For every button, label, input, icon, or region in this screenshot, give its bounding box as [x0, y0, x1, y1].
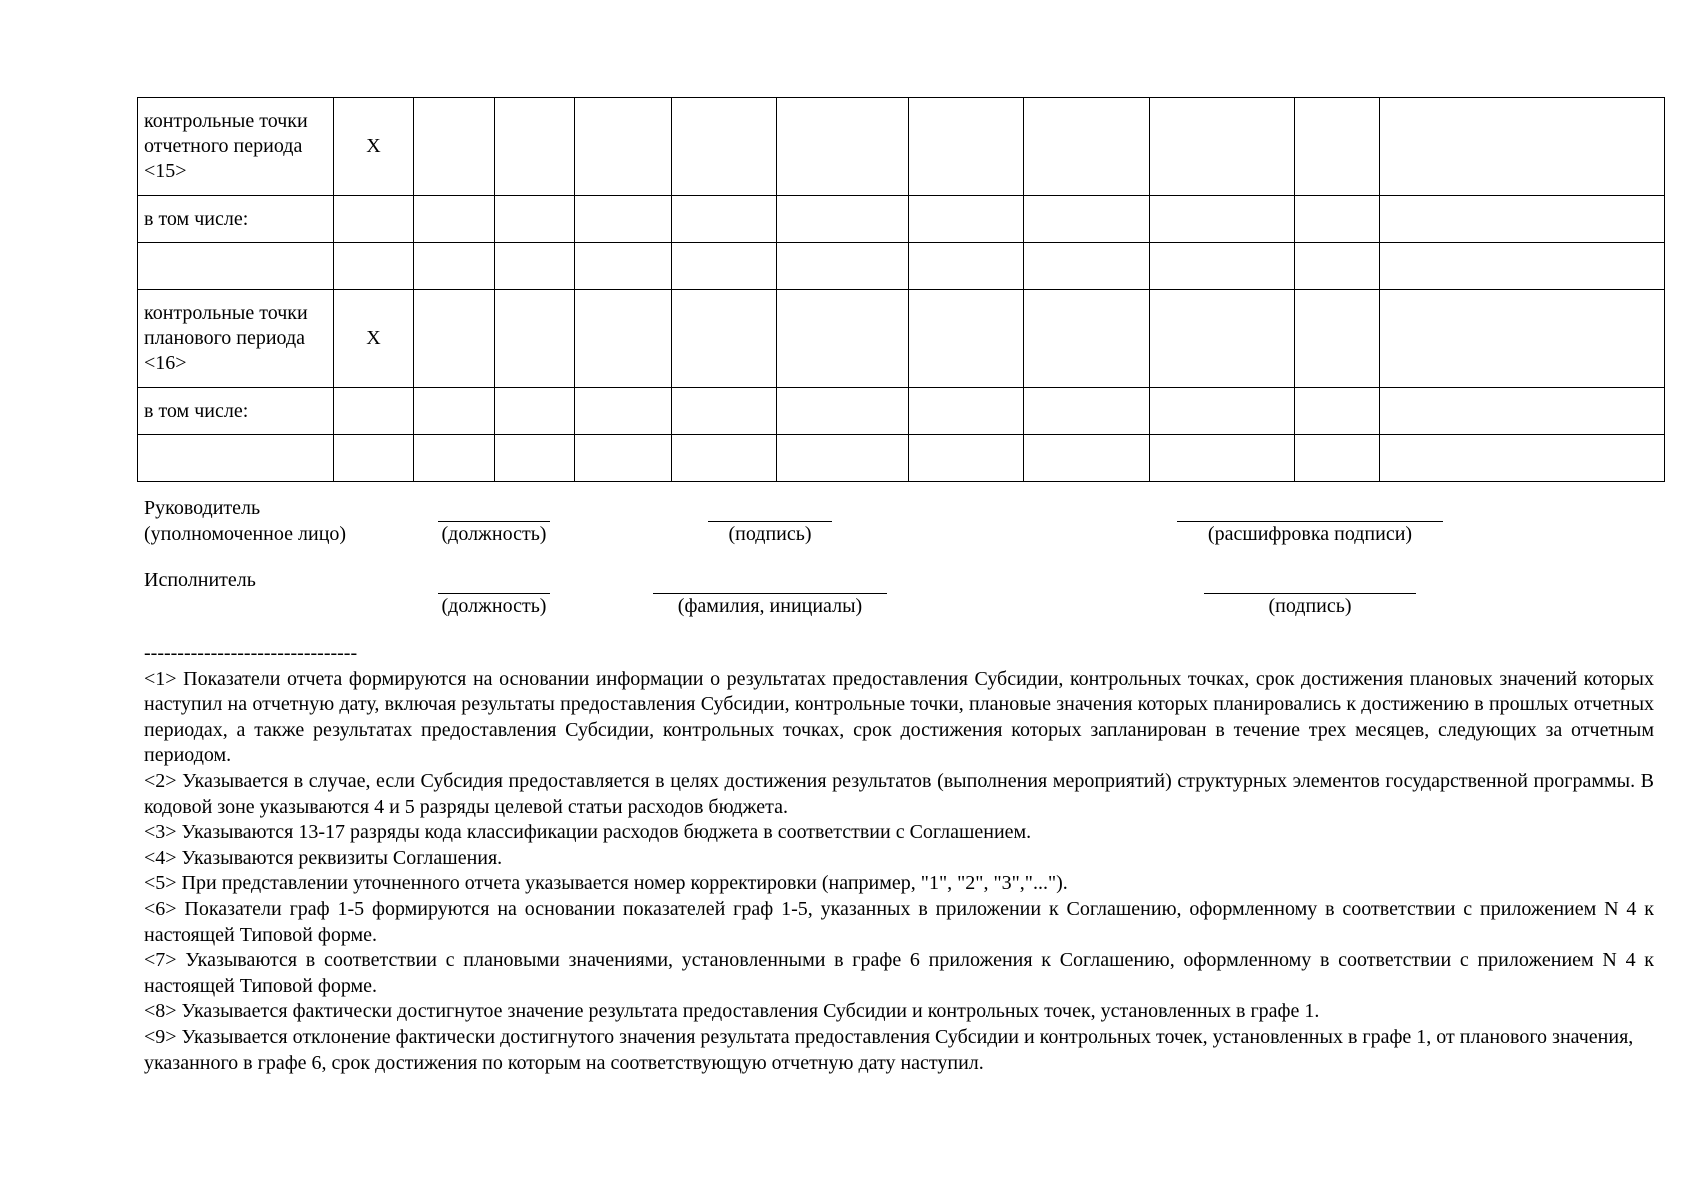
empty-cell: [575, 388, 672, 435]
empty-cell: [777, 435, 909, 482]
row-label: [138, 243, 334, 290]
empty-cell: [672, 388, 777, 435]
empty-cell: [575, 243, 672, 290]
empty-cell: [1024, 388, 1150, 435]
row-label: контрольные точки отчетного периода <15>: [138, 98, 334, 196]
empty-cell: [909, 388, 1024, 435]
head-signature-caption: (подпись): [728, 523, 812, 545]
row-mark: [334, 388, 414, 435]
empty-cell: [1380, 290, 1665, 388]
table-row: [138, 435, 1665, 482]
footnote-6: <6> Показатели граф 1-5 формируются на основании показателей граф 1-5, указанных в приложении к Соглашению, оформленному в соответствии с приложением N 4 к настоящей Типовой форме.: [144, 897, 1654, 946]
head-position-caption: (должность): [441, 523, 547, 545]
empty-cell: [1150, 196, 1295, 243]
executor-signature-caption: (подпись): [1268, 595, 1352, 617]
empty-cell: [575, 196, 672, 243]
empty-cell: [1150, 98, 1295, 196]
empty-cell: [414, 290, 495, 388]
empty-cell: [1295, 98, 1380, 196]
empty-cell: [414, 243, 495, 290]
empty-cell: [414, 98, 495, 196]
empty-cell: [1295, 196, 1380, 243]
footnote-separator: --------------------------------: [144, 642, 358, 664]
empty-cell: [672, 98, 777, 196]
empty-cell: [1024, 243, 1150, 290]
empty-cell: [777, 196, 909, 243]
footnote-8: <8> Указывается фактически достигнутое значение результата предоставления Субсидии и контрольных точек, установленных в графе 1.: [144, 1000, 1320, 1023]
empty-cell: [1150, 435, 1295, 482]
report-table: [137, 97, 1665, 482]
footnote-5: <5> При представлении уточненного отчета указывается номер корректировки (например, "1", "2", "3","...").: [144, 872, 1068, 895]
executor-name-caption: (фамилия, инициалы): [677, 595, 863, 617]
empty-cell: [909, 196, 1024, 243]
row-mark: [334, 435, 414, 482]
footnote-9: <9> Указывается отклонение фактически достигнутого значения результата предоставления Субсидии и контрольных точек, установленных в графе 1, от планового значения, указанного в графе 6, срок достижения по которым на соответствующую отчетную дату наступил.: [144, 1025, 1634, 1074]
empty-cell: [777, 243, 909, 290]
empty-cell: [495, 435, 575, 482]
empty-cell: [1380, 243, 1665, 290]
empty-cell: [495, 98, 575, 196]
empty-cell: [1024, 196, 1150, 243]
empty-cell: [495, 388, 575, 435]
empty-cell: [777, 98, 909, 196]
empty-cell: [495, 243, 575, 290]
table-body: [138, 98, 1665, 482]
table-row: [138, 98, 1665, 196]
head-subtitle: (уполномоченное лицо): [144, 523, 347, 545]
table-row: [138, 243, 1665, 290]
empty-cell: [672, 243, 777, 290]
empty-cell: [1295, 435, 1380, 482]
empty-cell: [414, 435, 495, 482]
empty-cell: [575, 98, 672, 196]
footnote-1: <1> Показатели отчета формируются на основании информации о результатах предоставления Субсидии, контрольных точках, срок достижения плановых значений которых наступил на отчетную дату, включая результаты предоставления Субсидии, контрольные точки, плановые значения которых планировались к достижению в прошлых отчетных периодах, а также результатах предоставления Субсидии, контрольных точках, срок достижения которых запланирован в течение трех месяцев, следующих за отчетным периодом.: [144, 667, 1654, 767]
table-row: [138, 290, 1665, 388]
empty-cell: [909, 98, 1024, 196]
empty-cell: [575, 290, 672, 388]
empty-cell: [1295, 243, 1380, 290]
empty-cell: [575, 435, 672, 482]
empty-cell: [909, 435, 1024, 482]
empty-cell: [1150, 388, 1295, 435]
empty-cell: [909, 243, 1024, 290]
head-title: Руководитель: [144, 497, 261, 519]
empty-cell: [495, 196, 575, 243]
footnote-3: <3> Указываются 13-17 разряды кода классификации расходов бюджета в соответствии с Соглашением.: [144, 821, 1032, 844]
empty-cell: [414, 196, 495, 243]
row-label: в том числе:: [138, 196, 334, 243]
footnotes: [144, 641, 1654, 1076]
executor-title: Исполнитель: [144, 569, 256, 591]
footnote-7: <7> Указываются в соответствии с плановыми значениями, установленными в графе 6 приложения к Соглашению, оформленному в соответствии с приложением N 4 к настоящей Типовой форме.: [144, 949, 1654, 997]
empty-cell: [495, 290, 575, 388]
empty-cell: [1150, 243, 1295, 290]
empty-cell: [672, 196, 777, 243]
row-mark: [334, 196, 414, 243]
empty-cell: [672, 435, 777, 482]
empty-cell: [1380, 435, 1665, 482]
empty-cell: [672, 290, 777, 388]
footnote-4: <4> Указываются реквизиты Соглашения.: [144, 846, 503, 869]
row-label: в том числе:: [138, 388, 334, 435]
empty-cell: [1150, 290, 1295, 388]
row-label: контрольные точки планового периода <16>: [138, 290, 334, 388]
empty-cell: [1295, 388, 1380, 435]
empty-cell: [777, 388, 909, 435]
row-mark: X: [334, 98, 414, 196]
executor-position-caption: (должность): [441, 595, 547, 617]
empty-cell: [1380, 388, 1665, 435]
head-decoding-caption: (расшифровка подписи): [1207, 523, 1413, 545]
row-label: [138, 435, 334, 482]
empty-cell: [414, 388, 495, 435]
empty-cell: [1024, 435, 1150, 482]
empty-cell: [777, 290, 909, 388]
empty-cell: [909, 290, 1024, 388]
table-row: [138, 388, 1665, 435]
empty-cell: [1295, 290, 1380, 388]
empty-cell: [1380, 98, 1665, 196]
empty-cell: [1024, 98, 1150, 196]
empty-cell: [1380, 196, 1665, 243]
row-mark: X: [334, 290, 414, 388]
empty-cell: [1024, 290, 1150, 388]
footnote-2: <2> Указывается в случае, если Субсидия предоставляется в целях достижения результатов (выполнения мероприятий) структурных элементов государственной программы. В кодовой зоне указываются 4 и 5 разряды целевой статьи расходов бюджета.: [144, 769, 1654, 818]
table-row: [138, 196, 1665, 243]
row-mark: [334, 243, 414, 290]
